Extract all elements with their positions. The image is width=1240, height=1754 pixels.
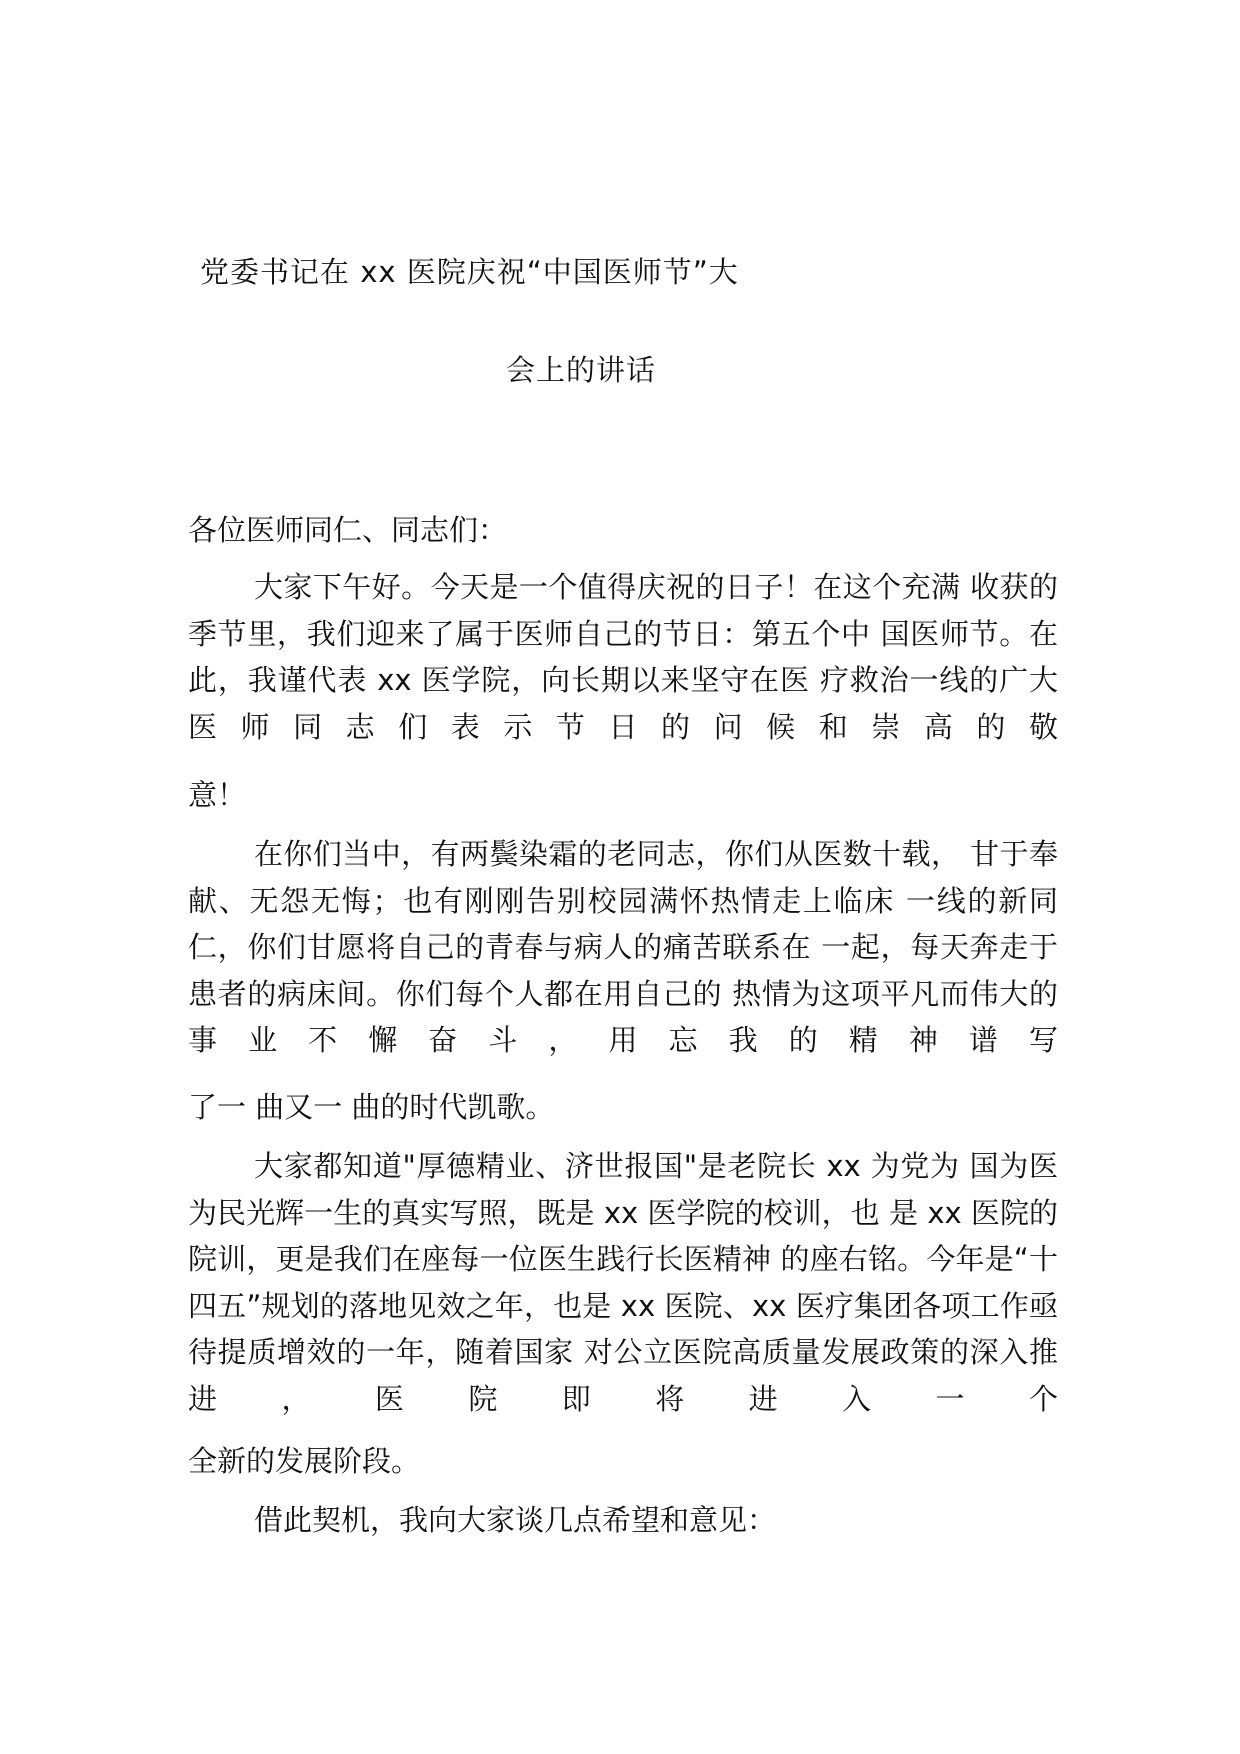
salutation: 各位医师同仁、同志们： [188,513,508,547]
paragraph-4: 借此契机，我向大家谈几点希望和意见： [254,1503,777,1537]
paragraph-1: 大家下午好。今天是一个值得庆祝的日子！在这个充满 收获的季节里，我们迎来了属于医师自己的节日：第五个中 国医师节。在此，我谨代表 xx 医学院，向长期以来坚守在医 疗救治一线的广大医师同志们表示节日的问候和崇高的敬 [188,570,1058,744]
paragraph-3-tail: 全新的发展阶段。 [188,1444,421,1478]
paragraph-2: 在你们当中，有两鬓染霜的老同志，你们从医数十载， 甘于奉献、无怨无悔；也有刚刚告别校园满怀热情走上临床 一线的新同仁，你们甘愿将自己的青春与病人的痛苦联系在 一起，每天奔走于患者的病床间。你们每个人都在用自己的 热情为这项平凡而伟大的事业不懈奋斗，用忘我的精神谱写 [188,837,1058,1057]
document-title-line-2: 会上的讲话 [506,353,657,387]
paragraph-2-tail: 了一 曲又一 曲的时代凯歌。 [188,1090,555,1124]
paragraph-1-tail: 意！ [188,778,247,812]
paragraph-3: 大家都知道"厚德精业、济世报国"是老院长 xx 为党为 国为医为民光辉一生的真实写照，既是 xx 医学院的校训，也 是 xx 医院的院训，更是我们在座每一位医生践行长医精神 的座右铭。今年是“十四五”规划的落地见效之年，也是 xx 医院、xx 医疗集团各项工作亟待提质增效的一年，随着国家 对公立医院高质量发展政策的深入推进，医院即将进入一个 [188,1149,1058,1416]
document-title-line-1: 党委书记在 xx 医院庆祝“中国医师节”大 [200,255,739,289]
